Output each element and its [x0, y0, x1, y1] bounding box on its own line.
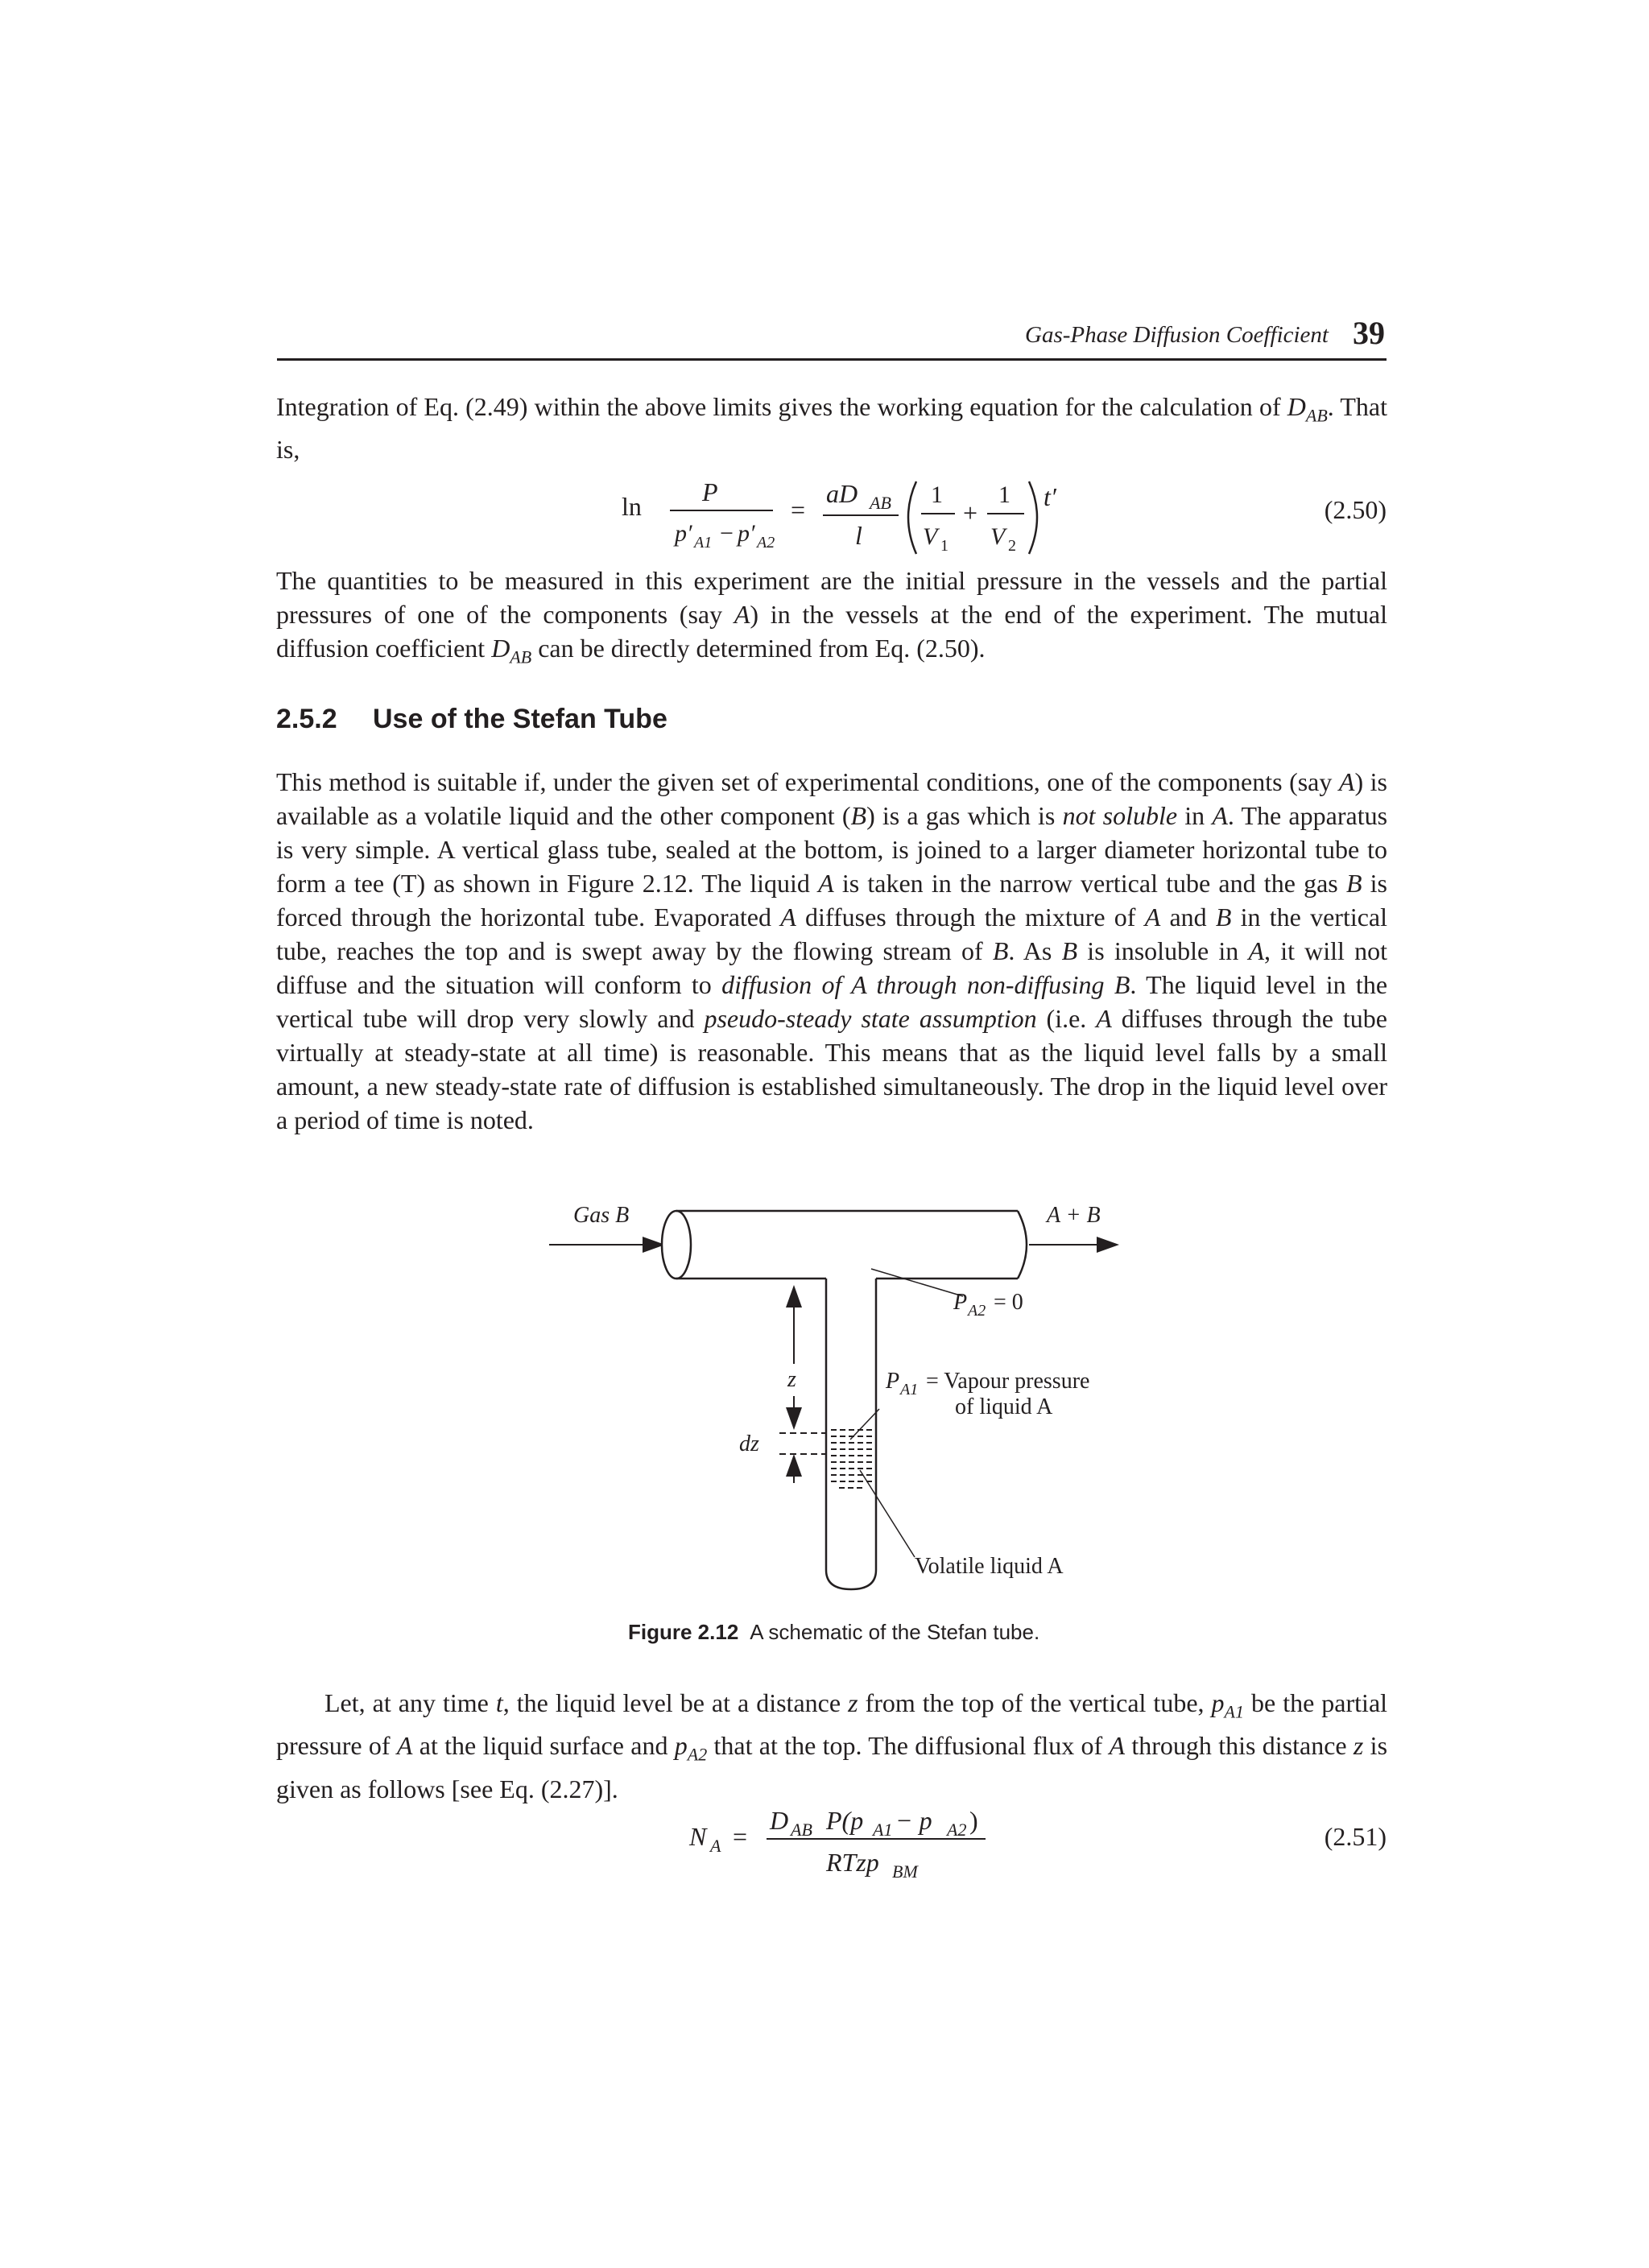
text-run: , the liquid level be at a distance: [502, 1688, 849, 1717]
text-run: that at the top. The diffusional flux of: [707, 1731, 1110, 1761]
italic-run: A: [1212, 801, 1228, 830]
eq-d-sub: AB: [791, 1820, 812, 1840]
eq-plus: +: [963, 498, 978, 527]
pa2-value: = 0: [994, 1290, 1023, 1315]
equation-2-51: [676, 1799, 1388, 1887]
subscript: AB: [510, 647, 532, 667]
italic-run: z: [848, 1688, 858, 1717]
eq-pa2-sub: A2: [947, 1820, 967, 1840]
text-run: in the vertical tube, reaches the top and is swept away by the flowing stream of: [276, 903, 1388, 965]
italic-run: A: [1096, 1004, 1112, 1033]
eq-l: l: [855, 521, 862, 550]
text-run: in: [1177, 801, 1213, 830]
eq-numerator-p: P: [702, 477, 718, 506]
pa2-symbol: P: [953, 1290, 968, 1315]
eq-na-sub: A: [710, 1836, 721, 1856]
text-run: be the partial pressure of: [276, 1688, 1388, 1761]
equation-number: (2.50): [1324, 495, 1387, 524]
section-title: Use of the Stefan Tube: [373, 704, 667, 734]
text-run: is given as follows [see Eq. (2.27)].: [276, 1731, 1388, 1803]
text-run: can be directly determined from Eq. (2.50).: [531, 634, 986, 663]
right-paren: [1029, 481, 1037, 554]
text-run: is forced through the horizontal tube. Evaporated: [276, 869, 1388, 932]
tube-right-end: [1018, 1211, 1027, 1279]
text-run: at the liquid surface and: [412, 1731, 675, 1761]
section-heading: [276, 704, 667, 735]
pa1-text-line2: of liquid A: [955, 1394, 1053, 1419]
running-header-title: Gas-Phase Diffusion Coefficient: [1025, 322, 1329, 348]
eq-v2: V: [990, 523, 1006, 550]
eq-one: 1: [931, 481, 943, 508]
italic-run: A: [780, 903, 796, 932]
eq-t: t′: [1044, 482, 1056, 511]
text-run: (i.e.: [1036, 1004, 1097, 1033]
italic-run: diffusion of A through non-diffusing B: [721, 970, 1130, 999]
italic-run: z: [1353, 1731, 1364, 1761]
italic-run: A: [1144, 903, 1161, 932]
text-run: ) is a gas which is: [866, 801, 1063, 830]
symbol-d: D: [491, 634, 510, 663]
text-run: Integration of Eq. (2.49) within the above limits gives the working equation for the calculation of: [276, 392, 1287, 421]
equation-number: (2.51): [1324, 1822, 1387, 1851]
text-run: from the top of the vertical tube,: [858, 1688, 1212, 1717]
liquid-leader: [860, 1470, 915, 1557]
eq-na: N: [689, 1822, 707, 1851]
text-run: ) is available as a volatile liquid and the other component (: [276, 767, 1388, 830]
italic-run: pseudo-steady state assumption: [704, 1004, 1037, 1033]
page-number: 39: [1353, 315, 1385, 351]
section-number: 2.5.2: [276, 704, 337, 734]
italic-run: t: [495, 1688, 503, 1717]
italic-run: B: [992, 936, 1009, 965]
z-label: z: [787, 1367, 796, 1392]
text-run: . The liquid level in the vertical tube will drop very slowly and: [276, 970, 1388, 1033]
pa1-subscript: A1: [900, 1381, 919, 1398]
pa1-leader: [850, 1409, 879, 1440]
eq-pa1-sub: A1: [873, 1820, 893, 1840]
eq-equals: =: [733, 1822, 748, 1851]
pa1-symbol: P: [886, 1369, 900, 1394]
text-run: diffuses through the mixture of: [796, 903, 1145, 932]
eq-v1-sub: 1: [940, 537, 948, 555]
eq-v1: V: [923, 523, 938, 550]
eq-denominator: RTzp: [826, 1848, 879, 1877]
eq-ad-sub: AB: [870, 493, 891, 513]
figure-caption: [628, 1620, 1039, 1645]
italic-run: A: [1338, 767, 1355, 796]
text-run: Let, at any time: [324, 1688, 496, 1717]
symbol-p: p: [674, 1731, 688, 1761]
eq-numerator-rest: P(p: [826, 1806, 864, 1835]
eq-denominator-sub: BM: [892, 1861, 918, 1882]
symbol-p: p: [1211, 1688, 1225, 1717]
subscript: A1: [1224, 1701, 1244, 1722]
tube-left-end: [662, 1211, 691, 1279]
text-run: . That is,: [276, 392, 1387, 465]
eq-pa1-sub: A1: [694, 534, 713, 552]
paragraph-flux: [276, 1686, 1387, 1806]
text-run: . The apparatus is very simple. A vertical glass tube, sealed at the bottom, is joined to a larger diameter horizontal tube to form a tee (T) as shown in Figure 2.12. The liquid: [276, 801, 1388, 898]
eq-pa2: p′: [738, 520, 755, 547]
vertical-tube: [826, 1279, 876, 1589]
text-run: . As: [1008, 936, 1062, 965]
equation-2-50: [612, 473, 1388, 570]
text-run: and: [1160, 903, 1216, 932]
gas-outlet-label: A + B: [1047, 1203, 1101, 1228]
subscript: AB: [1305, 405, 1328, 426]
paragraph-method: [276, 765, 1387, 1137]
pa2-leader: [871, 1269, 963, 1296]
header-rule: [277, 358, 1387, 361]
dz-label: dz: [739, 1431, 759, 1456]
subscript: A2: [687, 1744, 708, 1765]
text-run: is insoluble in: [1077, 936, 1249, 965]
left-paren: [908, 481, 916, 554]
eq-one: 1: [998, 481, 1010, 508]
text-run: diffuses through the tube virtually at steady-state at all time) is reasonable. This means that as the liquid level falls by a small amount, a new steady-state rate of diffusion is established simultaneously. The drop in the liquid level over a period of time is noted.: [276, 1004, 1387, 1134]
eq-ln: ln: [622, 492, 642, 521]
italic-run: A: [1248, 936, 1264, 965]
eq-equals: =: [791, 495, 806, 524]
eq-ad: aD: [826, 479, 858, 508]
italic-run: A: [818, 869, 834, 898]
pa2-subscript: A2: [968, 1302, 986, 1320]
eq-pa1: p′: [675, 520, 692, 547]
pa1-text-line1: = Vapour pressure: [926, 1369, 1090, 1394]
italic-run: B: [1345, 869, 1362, 898]
eq-d: D: [770, 1806, 789, 1835]
text-run: The quantities to be measured in this experiment are the initial pressure in the vessels and the partial pressures of one of the components (say: [276, 566, 1387, 629]
eq-v2-sub: 2: [1008, 537, 1016, 555]
liquid-label: Volatile liquid A: [915, 1554, 1064, 1579]
italic-run: A: [396, 1731, 413, 1761]
eq-minus-p: − p: [895, 1806, 932, 1835]
paragraph-quantities: [276, 564, 1387, 674]
italic-run: A: [1109, 1731, 1126, 1761]
eq-minus: −: [720, 520, 734, 547]
text-run: This method is suitable if, under the given set of experimental conditions, one of the components (say: [276, 767, 1339, 796]
caption-text: A schematic of the Stefan tube.: [750, 1620, 1040, 1644]
caption-label: Figure 2.12: [628, 1620, 739, 1644]
text-run: through this distance: [1125, 1731, 1354, 1761]
figure-stefan-tube: [531, 1192, 1143, 1610]
text-run: ) in the vessels at the end of the experiment. The mutual diffusion coefficient: [276, 600, 1388, 663]
eq-pa2-sub: A2: [757, 534, 775, 552]
italic-run: not soluble: [1062, 801, 1178, 830]
italic-run: B: [850, 801, 867, 830]
text-run: is taken in the narrow vertical tube and the gas: [833, 869, 1346, 898]
symbol-a: A: [734, 600, 750, 629]
symbol-d: D: [1287, 392, 1306, 421]
italic-run: B: [1061, 936, 1078, 965]
paragraph-intro: [276, 390, 1387, 466]
gas-inlet-label: Gas B: [573, 1203, 630, 1228]
text-run: , it will not diffuse and the situation will conform to: [276, 936, 1388, 999]
italic-run: B: [1215, 903, 1232, 932]
eq-close-paren: ): [969, 1806, 978, 1835]
